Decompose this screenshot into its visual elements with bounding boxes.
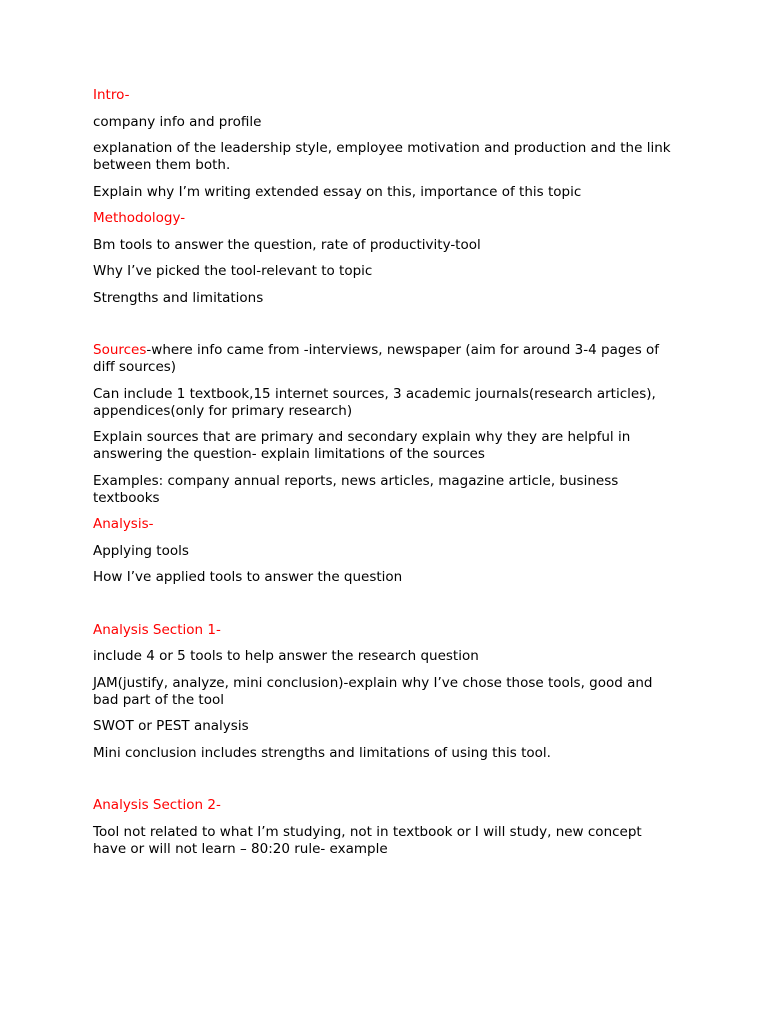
analysis-line-1: Applying tools: [93, 542, 189, 559]
sources-heading: Sources: [93, 342, 147, 358]
analysis-line-2: How I’ve applied tools to answer the question: [93, 569, 403, 585]
blank-line: [93, 316, 678, 342]
methodology-line-2: Why I’ve picked the tool-relevant to topic: [93, 263, 373, 279]
analysis-section-2-heading: Analysis Section 2-: [93, 797, 221, 813]
sources-line-4: Examples: company annual reports, news articles, magazine article, business textbooks: [93, 472, 619, 506]
sources-line-2: Can include 1 textbook,15 internet sources, 3 academic journals(research articles), appendices(only for primary research): [93, 385, 656, 419]
methodology-line-1: Bm tools to answer the question, rate of productivity-tool: [93, 236, 481, 253]
intro-line-2: explanation of the leadership style, employee motivation and production and the link between them both.: [93, 140, 671, 173]
analysis-section-1-line-1: include 4 or 5 tools to help answer the research question: [93, 648, 479, 664]
analysis-section-1-line-4: Mini conclusion includes strengths and limitations of using this tool.: [93, 744, 551, 761]
sources-line-1-text: -where info came from -interviews, newspaper (aim for around 3-4 pages of diff sources): [93, 342, 660, 375]
sources-line-1: [93, 342, 678, 376]
methodology-line-3: Strengths and limitations: [93, 289, 264, 306]
analysis-section-1-line-3: SWOT or PEST analysis: [93, 718, 249, 734]
analysis-section-2-line-1: Tool not related to what I’m studying, not in textbook or I will study, new concept have or will not learn – 80:20 rule- example: [93, 823, 642, 857]
sources-line-3: Explain sources that are primary and secondary explain why they are helpful in answering the question- explain limitations of the sources: [93, 429, 631, 462]
analysis-heading: Analysis-: [93, 516, 154, 532]
intro-heading: Intro-: [93, 87, 130, 103]
blank-line: [93, 771, 678, 797]
blank-line: [93, 596, 678, 622]
analysis-section-1-heading: Analysis Section 1-: [93, 621, 221, 638]
intro-line-3: Explain why I’m writing extended essay on this, importance of this topic: [93, 183, 582, 200]
intro-line-1: company info and profile: [93, 113, 262, 130]
analysis-section-1-line-2: JAM(justify, analyze, mini conclusion)-explain why I’ve chose those tools, good and bad part of the tool: [93, 674, 653, 708]
methodology-heading: Methodology-: [93, 210, 186, 226]
